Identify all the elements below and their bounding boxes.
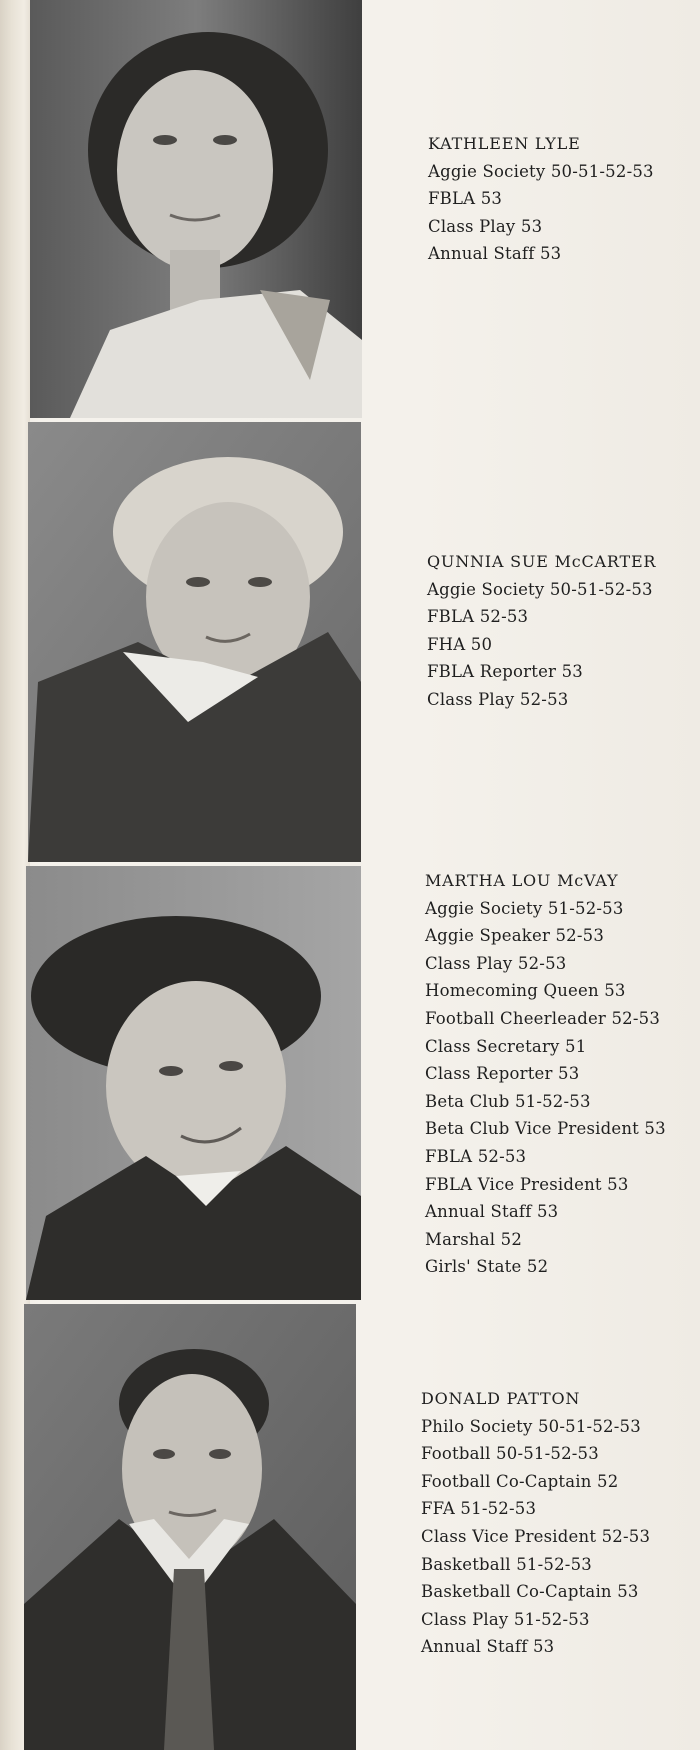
activity-item: FBLA 52-53 (425, 1146, 527, 1166)
activity-list (425, 895, 666, 1281)
portrait-donald-patton (24, 1304, 356, 1750)
activity-item: Girls' State 52 (425, 1257, 549, 1277)
student-entry-3 (425, 867, 666, 1281)
activity-item: Class Play 52-53 (427, 689, 569, 709)
activity-item: Basketball Co-Captain 53 (421, 1582, 639, 1602)
activity-item: Beta Club Vice President 53 (425, 1119, 666, 1139)
activity-item: Class Play 51-52-53 (421, 1609, 590, 1629)
activity-list (428, 158, 654, 268)
activity-item: Annual Staff 53 (428, 244, 562, 264)
activity-item: Philo Society 50-51-52-53 (421, 1416, 641, 1436)
activity-list (427, 576, 656, 714)
student-entry-2 (427, 548, 656, 714)
activity-item: FBLA Reporter 53 (427, 662, 583, 682)
activity-item: Football Cheerleader 52-53 (425, 1008, 661, 1028)
portrait-qunnia-sue-mccarter (28, 422, 361, 862)
activity-item: Aggie Society 50-51-52-53 (428, 161, 654, 181)
student-name: MARTHA LOU McVAY (425, 871, 619, 890)
activity-item: Aggie Society 50-51-52-53 (427, 579, 653, 599)
activity-item: Aggie Society 51-52-53 (425, 898, 624, 918)
portrait-martha-lou-mcvay (26, 866, 361, 1300)
activity-item: FHA 50 (427, 634, 493, 654)
activity-item: FBLA Vice President 53 (425, 1174, 629, 1194)
activity-item: Annual Staff 53 (425, 1202, 559, 1222)
activity-item: Class Vice President 52-53 (421, 1526, 651, 1546)
activity-item: Class Reporter 53 (425, 1064, 580, 1084)
activity-item: Beta Club 51-52-53 (425, 1091, 591, 1111)
activity-item: Annual Staff 53 (421, 1637, 555, 1657)
student-name: DONALD PATTON (421, 1389, 581, 1408)
activity-item: Football Co-Captain 52 (421, 1471, 619, 1491)
student-name: QUNNIA SUE McCARTER (427, 552, 657, 571)
activity-item: Football 50-51-52-53 (421, 1444, 599, 1464)
activity-item: Aggie Speaker 52-53 (425, 926, 605, 946)
activity-item: Homecoming Queen 53 (425, 981, 626, 1001)
portrait-kathleen-lyle (30, 0, 362, 418)
student-name: KATHLEEN LYLE (428, 134, 581, 153)
student-entry-4 (421, 1385, 650, 1661)
student-entry-1 (428, 130, 654, 268)
activity-list (421, 1413, 650, 1661)
activity-item: Class Play 53 (428, 216, 543, 236)
activity-item: Class Secretary 51 (425, 1036, 587, 1056)
activity-item: FBLA 53 (428, 189, 503, 209)
activity-item: Basketball 51-52-53 (421, 1554, 592, 1574)
activity-item: FBLA 52-53 (427, 607, 529, 627)
activity-item: Class Play 52-53 (425, 953, 567, 973)
activity-item: Marshal 52 (425, 1229, 523, 1249)
activity-item: FFA 51-52-53 (421, 1499, 537, 1519)
